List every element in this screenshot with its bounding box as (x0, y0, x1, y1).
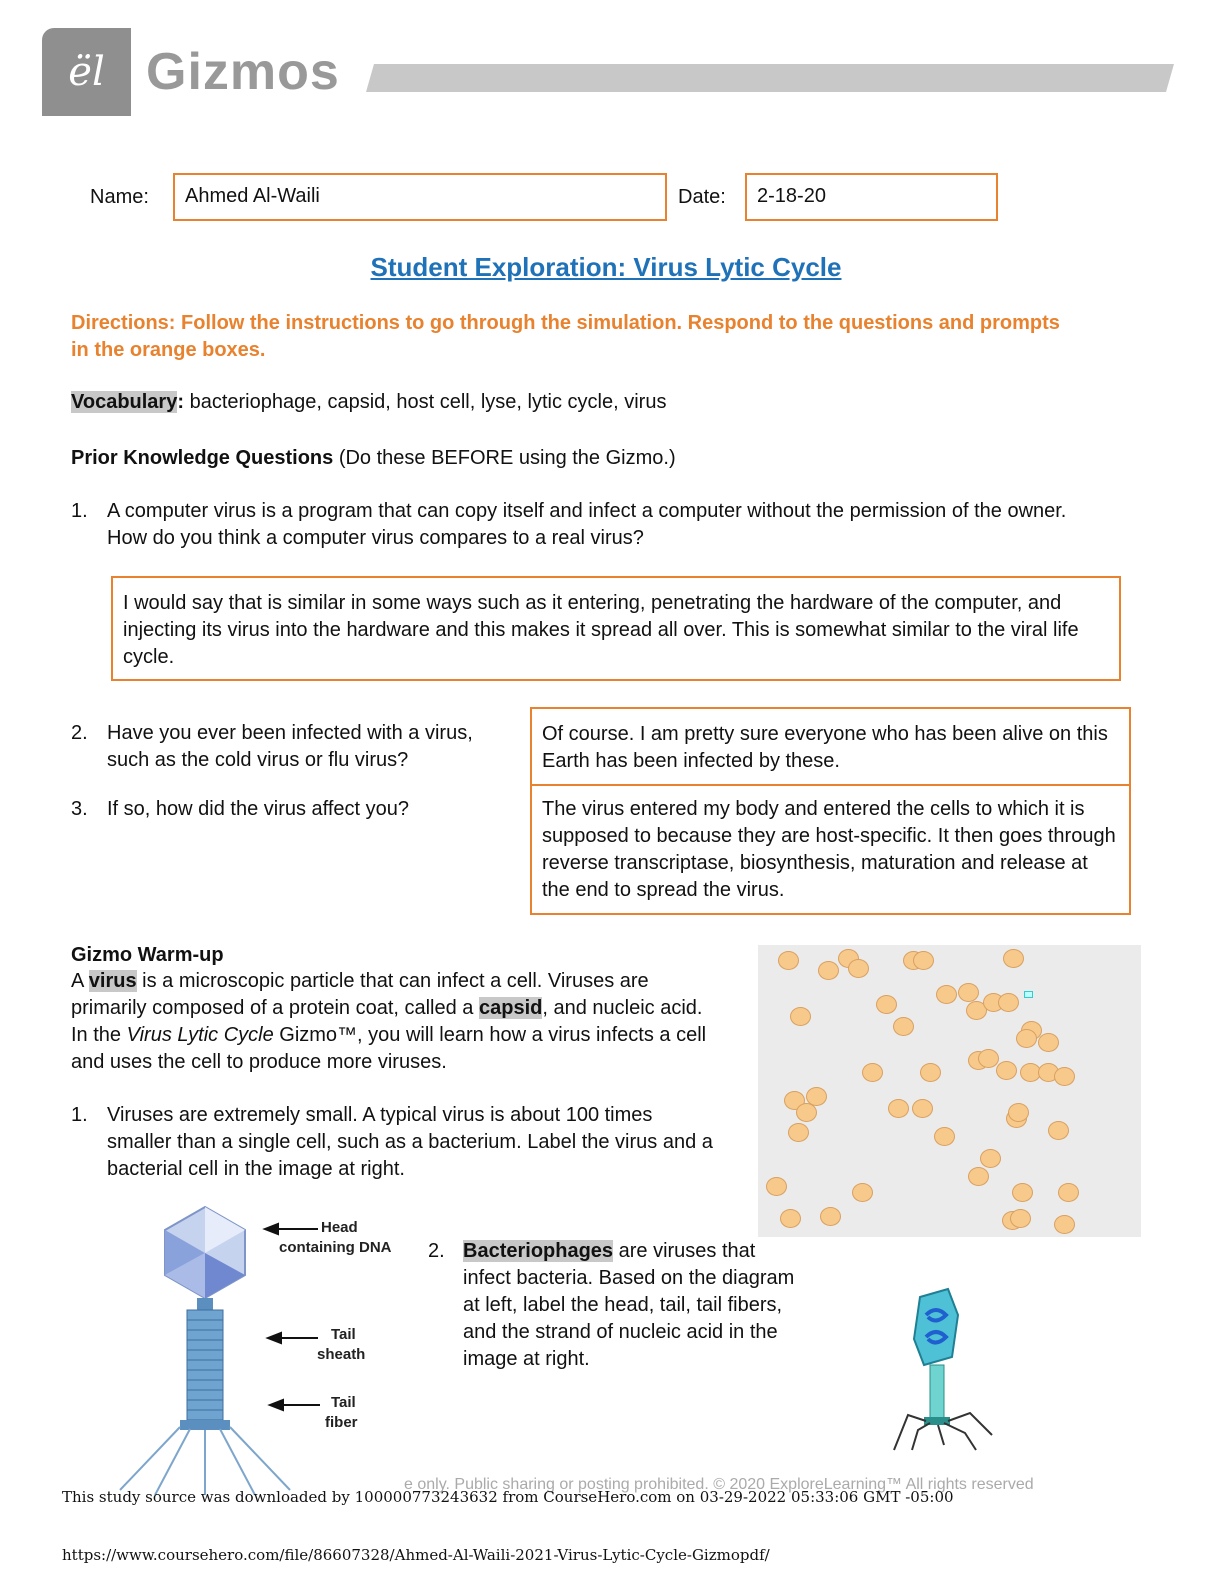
q3-answer-box[interactable]: The virus entered my body and entered the cells to which it is supposed to because they are host-specific. It then goes through reverse transcriptase, biosynthesis, maturation and release at the end to spread the virus. (530, 784, 1131, 915)
bacterium-cell (1012, 1183, 1033, 1202)
directions: Directions: Follow the instructions to go through the simulation. Respond to the questions and prompts in the orange boxes. (71, 312, 1060, 361)
bacterium-cell (968, 1167, 989, 1186)
bacterium-cell (862, 1063, 883, 1082)
model-head (914, 1289, 958, 1365)
bacterium-cell (998, 993, 1019, 1012)
vocabulary-label: Vocabulary (71, 391, 178, 413)
bacterium-cell (852, 1183, 873, 1202)
source-url[interactable]: https://www.coursehero.com/file/86607328/Ahmed-Al-Waili-2021-Virus-Lytic-Cycle-Gizmopdf/ (62, 1546, 770, 1564)
copyright-watermark: e only. Public sharing or posting prohibited. © 2020 ExploreLearning™ All rights reserved (404, 1476, 1034, 1493)
q1-answer-box[interactable]: I would say that is similar in some ways such as it entering, penetrating the hardware of the computer, and injecting its virus into the hardware and this makes it spread all over. This is somewhat similar to the viral life cycle. (111, 576, 1121, 681)
vocabulary-colon: : (177, 391, 185, 413)
bacterium-cell (888, 1099, 909, 1118)
q2-text: Have you ever been infected with a virus, such as the cold virus or flu virus? (107, 722, 473, 771)
q2-answer-box[interactable]: Of course. I am pretty sure everyone who has been alive on this Earth has been infected by these. (530, 707, 1131, 786)
virus-bacteria-image (758, 945, 1141, 1237)
model-tail (930, 1365, 944, 1420)
name-label: Name: (90, 186, 149, 208)
bacterium-cell (1016, 1029, 1037, 1048)
prior-heading-note: (Do these BEFORE using the Gizmo.) (333, 447, 676, 469)
name-field[interactable]: Ahmed Al-Waili (173, 173, 667, 221)
bacterium-cell (848, 959, 869, 978)
bacterium-cell (934, 1127, 955, 1146)
bacterium-cell (913, 951, 934, 970)
bacterium-cell (912, 1099, 933, 1118)
tail-fibers (120, 1427, 290, 1495)
capsid-term: capsid (478, 997, 543, 1019)
q3-text: If so, how did the virus affect you? (107, 798, 410, 820)
tail-label: Tail (331, 1326, 356, 1343)
phage-collar (197, 1298, 213, 1310)
download-notice: This study source was downloaded by 100000773243632 from CourseHero.com on 03-29-2022 05:33:06 GMT -05:00 (62, 1488, 954, 1506)
bacterium-cell (1008, 1103, 1029, 1122)
bacterium-cell (818, 961, 839, 980)
warmup-text-d: Gizmo™, you will learn how a virus infects a cell and uses the cell to produce more viruses. (71, 1024, 707, 1073)
head-label-sub: containing DNA (279, 1239, 392, 1256)
phage-model-image (880, 1285, 1020, 1455)
bacterium-cell (936, 985, 957, 1004)
bacterium-cell (893, 1017, 914, 1036)
bacteriophages-term: Bacteriophages (463, 1240, 614, 1262)
warmup-text-a: A (71, 970, 89, 992)
bacterium-cell (1054, 1067, 1075, 1086)
prior-heading-bold: Prior Knowledge Questions (71, 447, 334, 469)
gizmos-logo-word: Gizmos (146, 43, 340, 101)
gizmo-name-italic: Virus Lytic Cycle (126, 1024, 274, 1046)
warmup-q2-body: are viruses that infect bacteria. Based on the diagram at left, label the head, tail, tail fibers, and the strand of nucleic acid in the image at right. (463, 1240, 795, 1370)
warmup-q2-text (463, 1238, 808, 1373)
q1-text: A computer virus is a program that can copy itself and infect a computer without the permission of the owner. How do you think a computer virus compares to a real virus? (107, 500, 1067, 549)
page-title: Student Exploration: Virus Lytic Cycle (370, 252, 842, 282)
vocabulary-terms: bacteriophage, capsid, host cell, lyse, lytic cycle, virus (184, 391, 667, 413)
q2-number: 2. (71, 722, 88, 744)
warmup-heading: Gizmo Warm-up (71, 944, 224, 966)
warmup-text-b: is a microscopic particle that can infect a cell. Viruses are primarily composed of a protein coat, called a (71, 970, 649, 1019)
bacterium-cell (796, 1103, 817, 1122)
bacterium-cell (920, 1063, 941, 1082)
warmup-q2-number: 2. (428, 1240, 445, 1262)
vocabulary-line (71, 389, 666, 416)
fiber-label-sub: fiber (325, 1414, 358, 1431)
warmup-q1-number: 1. (71, 1104, 88, 1126)
warmup-text-c: , and nucleic acid. In the (71, 997, 703, 1046)
warmup-q1-text: Viruses are extremely small. A typical virus is about 100 times smaller than a single cell, such as a bacterium. Label the virus and a bacterial cell in the image at right. (107, 1104, 713, 1180)
prior-knowledge-heading (71, 445, 676, 472)
gizmos-logo-mark: ël (42, 28, 131, 116)
header-bar (366, 64, 1174, 92)
bacterium-cell (780, 1209, 801, 1228)
bacterium-cell (980, 1149, 1001, 1168)
virus-particle (1024, 991, 1033, 998)
phage-tail-sheath (187, 1310, 223, 1420)
date-label: Date: (678, 186, 726, 208)
bacterium-cell (820, 1207, 841, 1226)
bacterium-cell (1003, 949, 1024, 968)
bacterium-cell (996, 1061, 1017, 1080)
phage-base-plate (180, 1420, 230, 1430)
fiber-label: Tail (331, 1394, 356, 1411)
bacterium-cell (1010, 1209, 1031, 1228)
bacterium-cell (778, 951, 799, 970)
q3-number: 3. (71, 798, 88, 820)
bacterium-cell (788, 1123, 809, 1142)
bacterium-cell (1058, 1183, 1079, 1202)
bacterium-cell (1054, 1215, 1075, 1234)
q1-number: 1. (71, 500, 88, 522)
virus-term: virus (88, 970, 137, 992)
bacterium-cell (1048, 1121, 1069, 1140)
bacterium-cell (766, 1177, 787, 1196)
bacterium-cell (958, 983, 979, 1002)
bacterium-cell (1038, 1033, 1059, 1052)
head-label: Head (321, 1219, 358, 1236)
bacterium-cell (876, 995, 897, 1014)
warmup-paragraph (71, 968, 721, 1076)
date-field[interactable]: 2-18-20 (745, 173, 998, 221)
tail-label-sub: sheath (317, 1346, 366, 1363)
bacterium-cell (978, 1049, 999, 1068)
bacterium-cell (790, 1007, 811, 1026)
